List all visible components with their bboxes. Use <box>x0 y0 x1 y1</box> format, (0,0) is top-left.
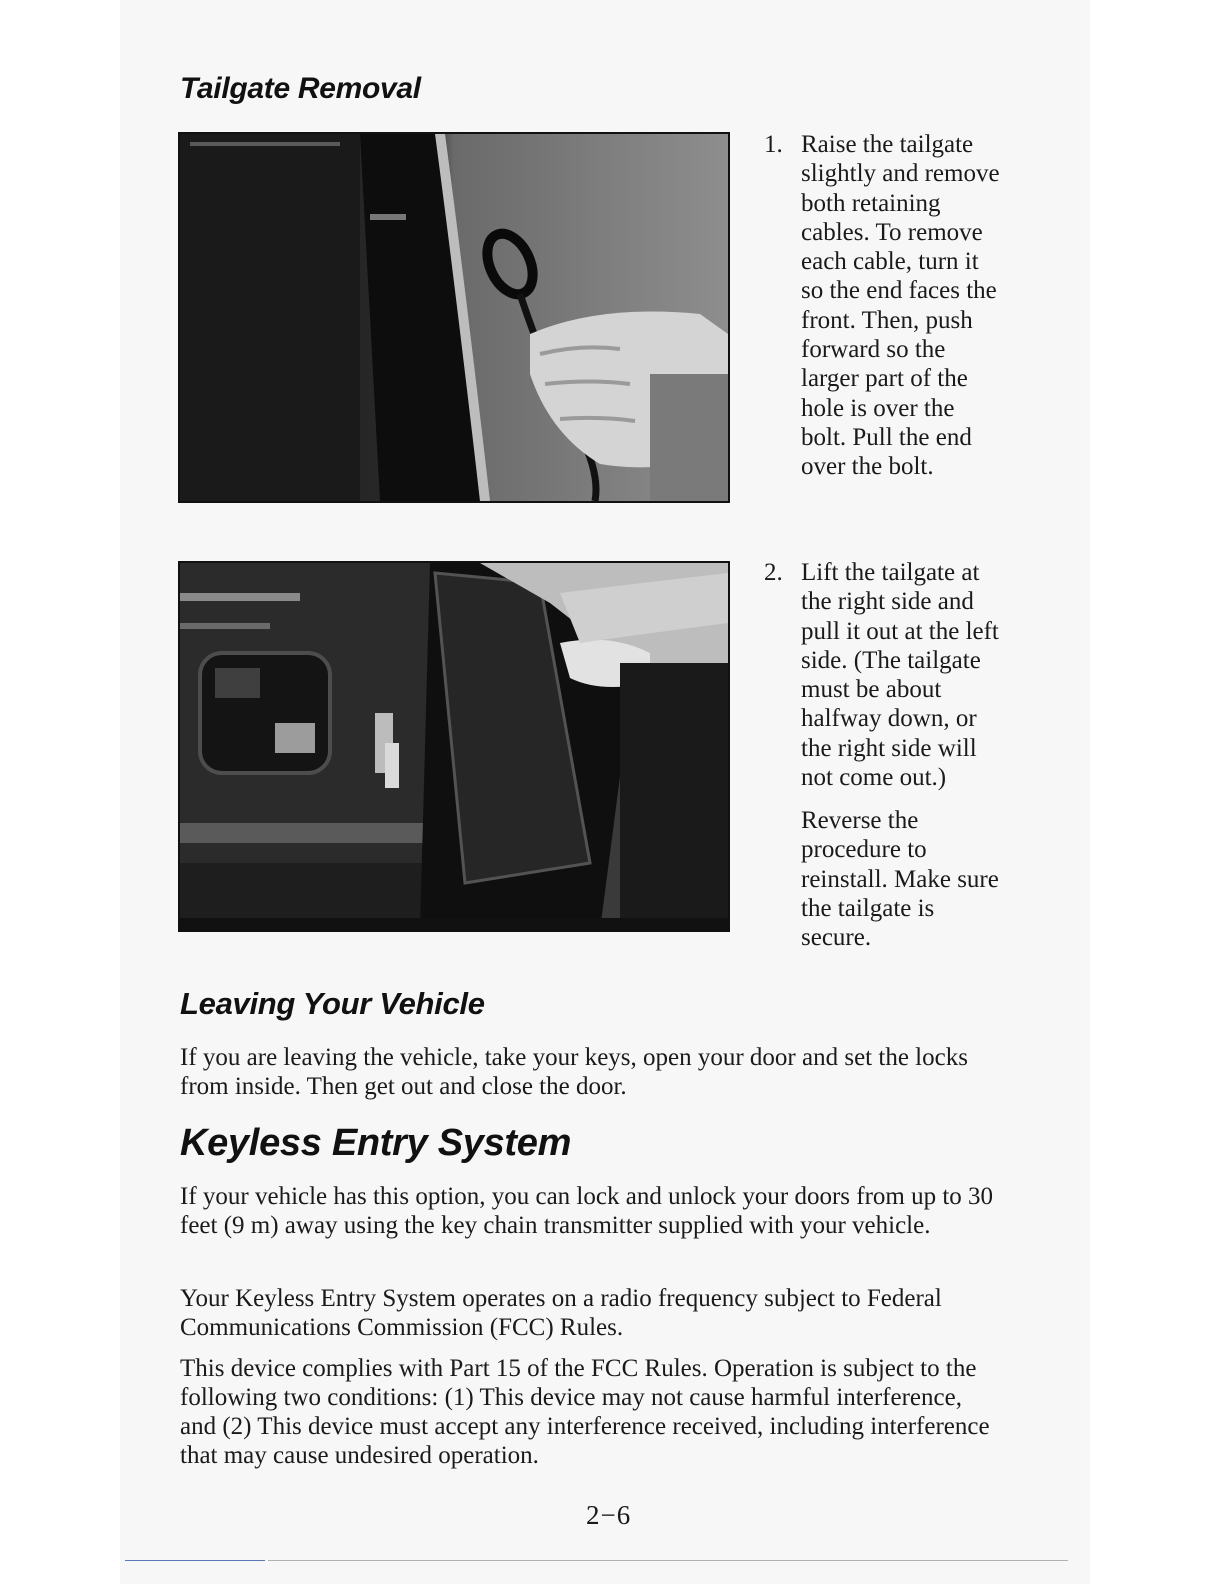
page-number: 2−6 <box>586 1500 632 1530</box>
photo-retaining-cable-image <box>180 134 728 501</box>
section-heading-tailgate-removal: Tailgate Removal <box>180 72 421 105</box>
paragraph-leaving-vehicle: If you are leaving the vehicle, take your keys, open your door and set the locks from inside. Then get out and close the door. <box>180 1044 968 1100</box>
step-number: 2. <box>764 559 783 586</box>
paragraph-keyless-option: If your vehicle has this option, you can lock and unlock your doors from up to 30 feet (9 m) away using the key chain transmitter supplied with your vehicle. <box>180 1183 994 1239</box>
photo-lifting-tailgate <box>178 561 730 932</box>
bottom-rule <box>268 1560 1068 1561</box>
paragraph-keyless-fcc: Your Keyless Entry System operates on a radio frequency subject to Federal Communications Commission (FCC) Rules. <box>180 1285 942 1341</box>
step-text: Raise the tailgate slightly and remove both retaining cables. To remove each cable, turn it so the end faces the front. Then, push forward so the larger part of the hole is over the bolt. Pull the end over the bolt. <box>801 131 1000 481</box>
paragraph-fcc-part-15: This device complies with Part 15 of the FCC Rules. Operation is subject to the following two conditions: (1) This device may not cause harmful interference, and (2) This device must accept any interference received, including interference that may cause undesired operation. <box>180 1355 990 1469</box>
step-number: 1. <box>764 131 783 158</box>
photo-retaining-cable <box>178 132 730 503</box>
bottom-rule-accent <box>125 1560 265 1561</box>
section-heading-keyless-entry-system: Keyless Entry System <box>180 1122 572 1164</box>
step-text: Lift the tailgate at the right side and pull it out at the left side. (The tailgate must be about halfway down, or the right side will not come out.) <box>801 559 999 792</box>
section-heading-leaving-your-vehicle: Leaving Your Vehicle <box>180 986 485 1021</box>
reinstall-note: Reverse the procedure to reinstall. Make sure the tailgate is secure. <box>801 807 999 952</box>
photo-lifting-tailgate-image <box>180 563 728 930</box>
